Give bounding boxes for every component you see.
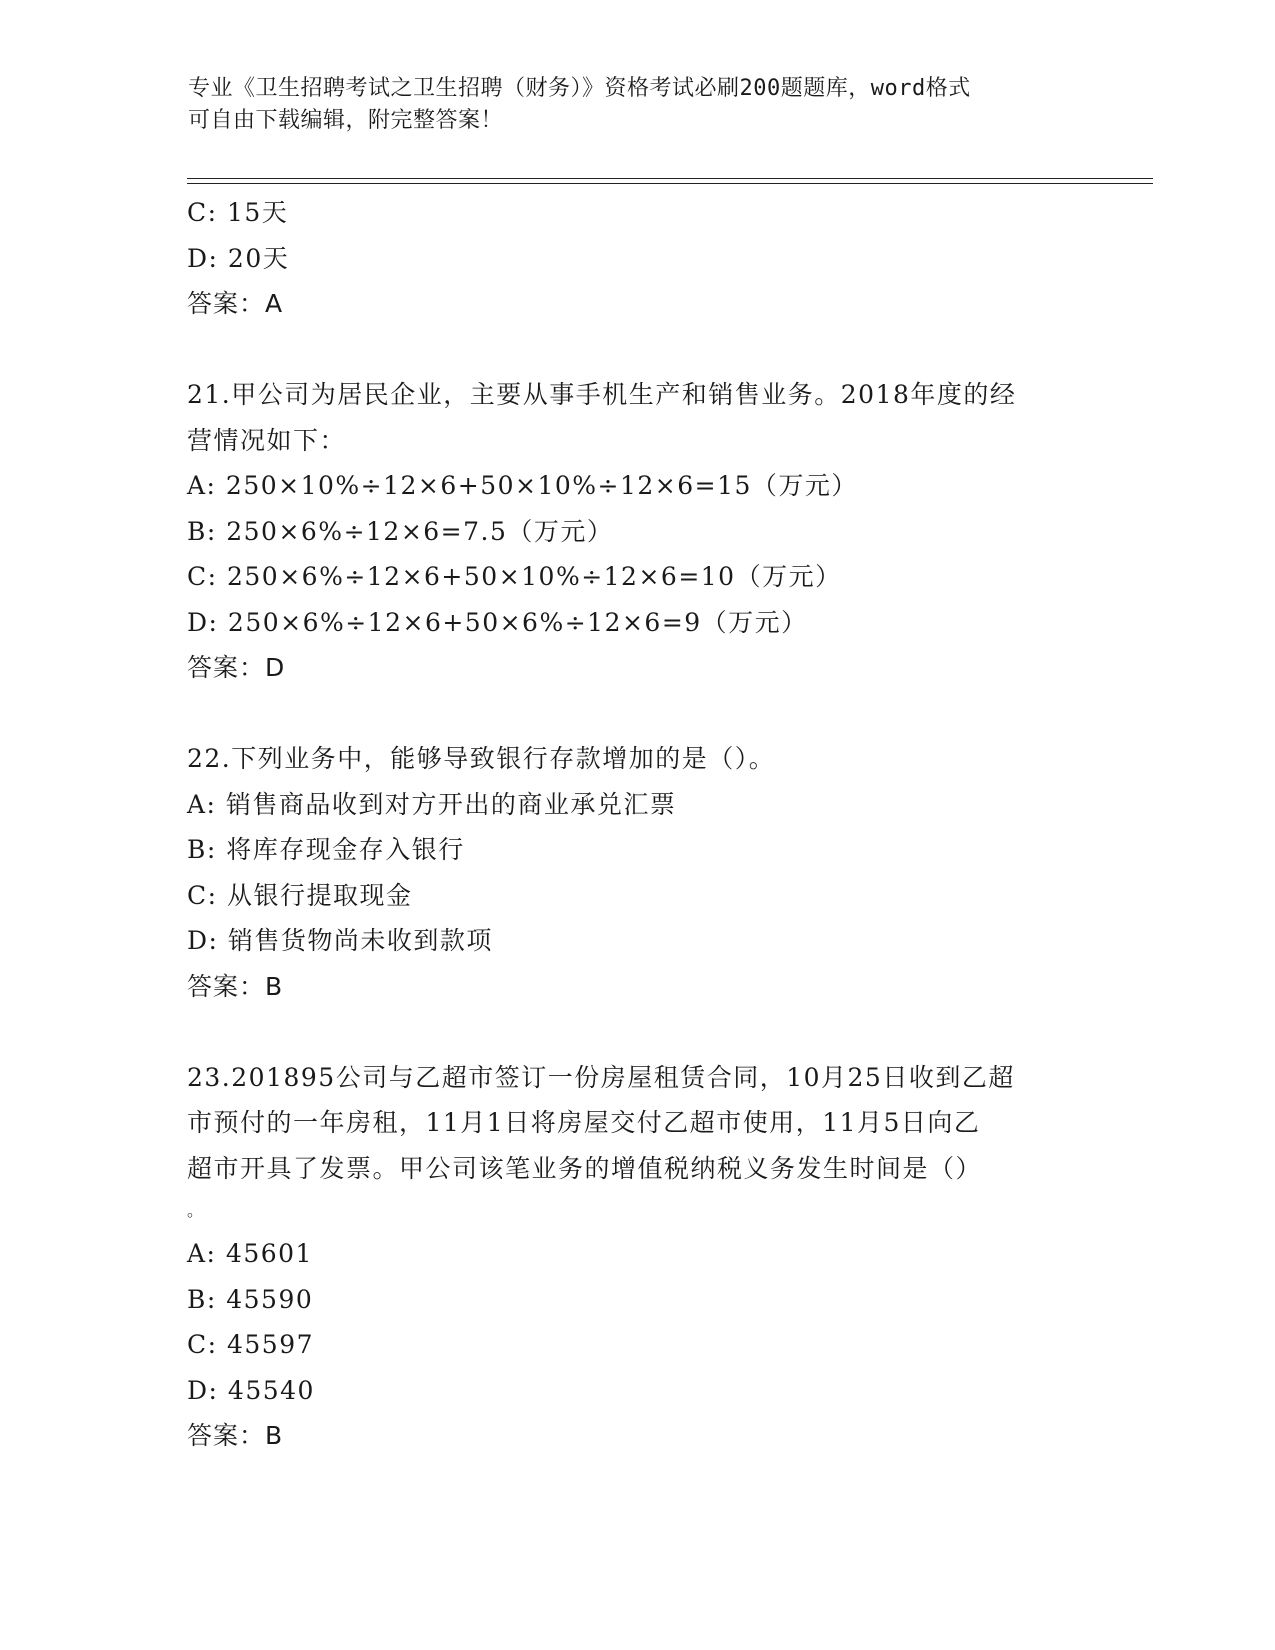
question-stem-line: 22.下列业务中，能够导致银行存款增加的是（）。 — [187, 744, 776, 773]
question-stem-line: 超市开具了发票。甲公司该笔业务的增值税纳税义务发生时间是（） — [187, 1153, 983, 1183]
answer-line: 答案：D — [187, 653, 286, 682]
option-a: A: 250×10%÷12×6+50×10%÷12×6=15（万元） — [187, 471, 858, 500]
option-b: B: 45590 — [187, 1284, 314, 1314]
option-a: A: 销售商品收到对方开出的商业承兑汇票 — [187, 789, 677, 819]
answer-line: 答案：A — [187, 289, 284, 318]
answer-line: 答案：B — [187, 971, 284, 1001]
question-stem-line: 。 — [187, 1201, 205, 1220]
header-divider-top — [187, 178, 1153, 179]
question-list — [187, 190, 1087, 1459]
option-c: C: 45597 — [187, 1330, 315, 1359]
question-stem-line: 21.甲公司为居民企业，主要从事手机生产和销售业务。2018年度的经 — [187, 380, 1017, 409]
question-22 — [187, 736, 1087, 1009]
prev-question-tail — [187, 190, 1087, 327]
option-c: C: 15天 — [187, 198, 289, 227]
header-divider-bottom — [187, 183, 1153, 184]
question-stem-line: 市预付的一年房租，11月1日将房屋交付乙超市使用，11月5日向乙 — [187, 1108, 981, 1137]
option-d: D: 20天 — [187, 243, 290, 273]
option-b: B: 250×6%÷12×6=7.5（万元） — [187, 516, 614, 546]
option-d: D: 销售货物尚未收到款项 — [187, 926, 493, 955]
spacer — [187, 691, 1087, 737]
question-stem-line: 23.201895公司与乙超市签订一份房屋租赁合同，10月25日收到乙超 — [187, 1062, 1015, 1092]
header-title-line-2: 可自由下载编辑，附完整答案！ — [188, 108, 504, 133]
option-a: A: 45601 — [187, 1239, 313, 1268]
option-d: D: 250×6%÷12×6+50×6%÷12×6=9（万元） — [187, 607, 808, 637]
question-23 — [187, 1055, 1087, 1459]
spacer — [187, 327, 1087, 373]
question-stem-line: 营情况如下： — [187, 425, 347, 455]
header-title-line-1: 专业《卫生招聘考试之卫生招聘（财务）》资格考试必刷200题题库，word格式 — [188, 76, 971, 101]
option-c: C: 250×6%÷12×6+50×10%÷12×6=10（万元） — [187, 562, 842, 591]
option-c: C: 从银行提取现金 — [187, 880, 413, 910]
document-header — [188, 73, 1068, 137]
question-21 — [187, 372, 1087, 691]
option-d: D: 45540 — [187, 1375, 315, 1405]
spacer — [187, 1009, 1087, 1055]
option-b: B: 将库存现金存入银行 — [187, 835, 465, 864]
answer-line: 答案：B — [187, 1421, 284, 1450]
